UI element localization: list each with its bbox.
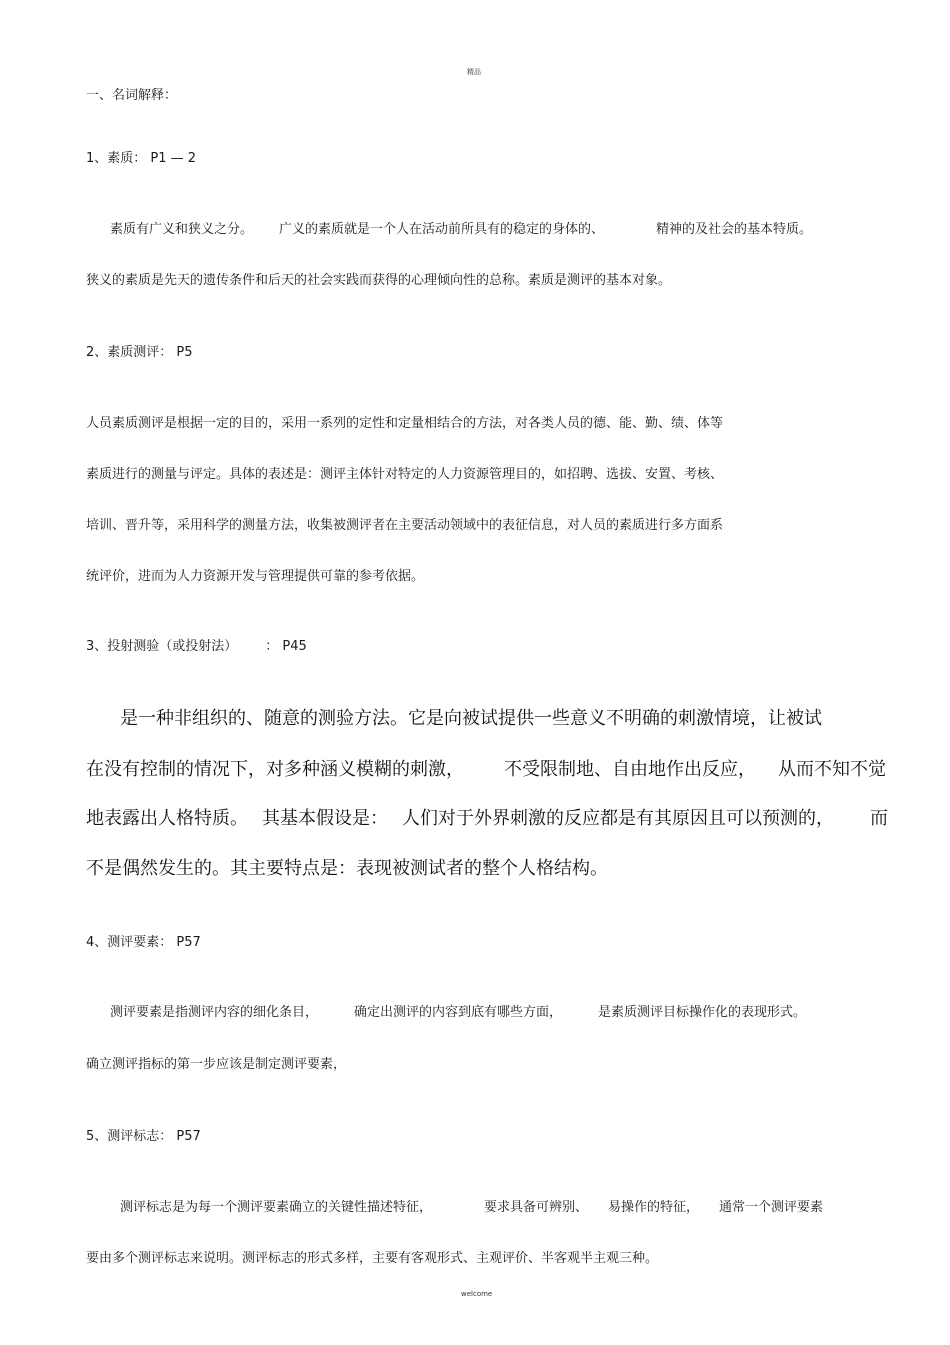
text-segment: 是素质测评目标操作化的表现形式。 xyxy=(598,1005,807,1020)
term-heading xyxy=(86,635,307,654)
term-heading: 2、素质测评： P5 xyxy=(86,345,193,360)
text-segment: ： P45 xyxy=(265,639,307,654)
paragraph-line xyxy=(86,804,888,830)
paragraph-line: 统评价，进而为人力资源开发与管理提供可靠的参考依据。 xyxy=(86,569,425,584)
term-heading: 1、素质： P1 — 2 xyxy=(86,151,197,166)
paragraph-line xyxy=(120,1196,823,1215)
paragraph-line: 不是偶然发生的。其主要特点是：表现被测试者的整个人格结构。 xyxy=(86,858,608,879)
text-segment: 地表露出人格特质。 xyxy=(86,808,248,829)
text-segment: 广义的素质就是一个人在活动前所具有的稳定的身体的、 xyxy=(279,222,605,237)
text-segment: 要求具备可辨别、 xyxy=(484,1200,589,1215)
paragraph-line: 狭义的素质是先天的遗传条件和后天的社会实践而获得的心理倾向性的总称。素质是测评的基本对象。 xyxy=(86,273,672,288)
text-segment: 通常一个测评要素 xyxy=(719,1200,824,1215)
text-segment: 测评要素是指测评内容的细化条目， xyxy=(110,1005,319,1020)
text-segment: 易操作的特征， xyxy=(608,1200,700,1215)
text-segment: 确定出测评的内容到底有哪些方面， xyxy=(354,1005,563,1020)
text-segment: 而 xyxy=(870,808,888,829)
term-heading: 5、测评标志： P57 xyxy=(86,1129,201,1144)
paragraph-line: 要由多个测评标志来说明。测评标志的形式多样，主要有客观形式、主观评价、半客观半主观三种。 xyxy=(86,1251,659,1266)
section-title: 一、名词解释： xyxy=(86,88,178,103)
text-segment: 素质有广义和狭义之分。 xyxy=(110,222,254,237)
text-segment: 不受限制地、自由地作出反应， xyxy=(504,759,756,780)
paragraph-line: 人员素质测评是根据一定的目的，采用一系列的定性和定量相结合的方法，对各类人员的德、能、勤、绩、体等 xyxy=(86,416,724,431)
text-segment: 3、投射测验（或投射法） xyxy=(86,639,238,654)
paragraph-line: 素质进行的测量与评定。具体的表述是：测评主体针对特定的人力资源管理目的，如招聘、选拔、安置、考核、 xyxy=(86,467,724,482)
text-segment: 人们对于外界刺激的反应都是有其原因且可以预测的， xyxy=(402,808,834,829)
paragraph-line: 是一种非组织的、随意的测验方法。它是向被试提供一些意义不明确的刺激情境，让被试 xyxy=(120,708,822,729)
text-segment: 在没有控制的情况下，对多种涵义模糊的刺激， xyxy=(86,759,464,780)
paragraph-line xyxy=(110,1001,806,1020)
paragraph-line xyxy=(86,755,886,781)
text-segment: 测评标志是为每一个测评要素确立的关键性描述特征， xyxy=(120,1200,433,1215)
text-segment: 其基本假设是： xyxy=(262,808,388,829)
paragraph-line: 培训、晋升等，采用科学的测量方法，收集被测评者在主要活动领域中的表征信息，对人员的素质进行多方面系 xyxy=(86,518,724,533)
page-footer: welcome xyxy=(461,1290,493,1298)
term-heading: 4、测评要素： P57 xyxy=(86,935,201,950)
page-header: 精品 xyxy=(467,68,481,76)
paragraph-line: 确立测评指标的第一步应该是制定测评要素， xyxy=(86,1057,347,1072)
paragraph-line xyxy=(110,218,812,237)
text-segment: 从而不知不觉 xyxy=(778,759,886,780)
text-segment: 精神的及社会的基本特质。 xyxy=(656,222,813,237)
